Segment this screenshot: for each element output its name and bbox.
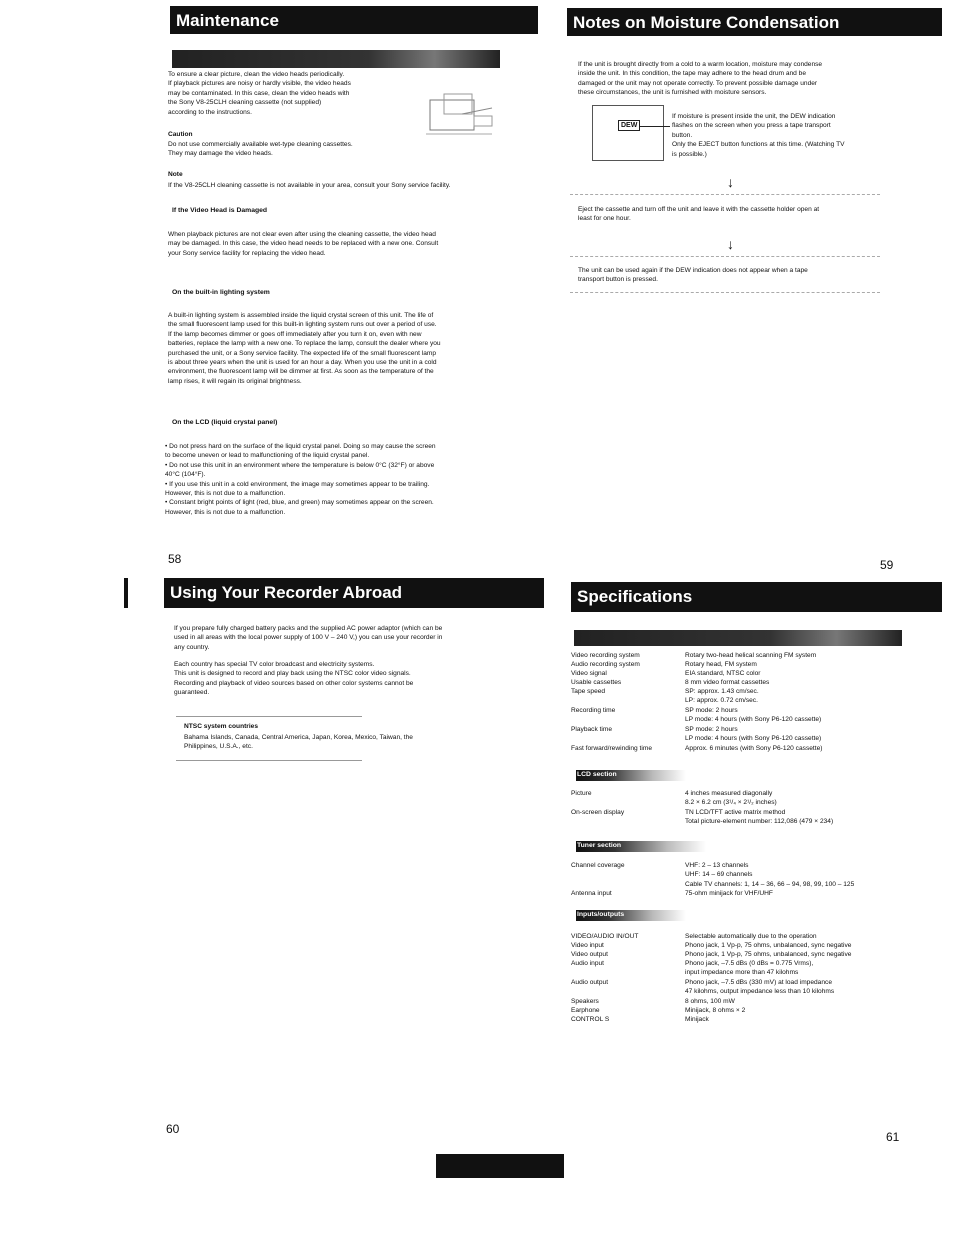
spec-label: CONTROL S bbox=[571, 1016, 610, 1023]
moisture-divider-1 bbox=[570, 194, 880, 195]
spec-value: Minijack bbox=[685, 1016, 709, 1023]
ntsc-bottom-rule bbox=[176, 760, 362, 761]
spec-value: SP mode: 2 hours LP mode: 4 hours (with Sony P6-120 cassette) bbox=[685, 707, 822, 724]
spec-value: 4 inches measured diagonally 8.2 × 6.2 cm (3¹/₄ × 2¹/₂ inches) bbox=[685, 790, 777, 807]
spec-value: 75-ohm minijack for VHF/UHF bbox=[685, 890, 773, 897]
video-head-damaged-heading: If the Video Head is Damaged bbox=[172, 207, 268, 214]
caution-heading: Caution bbox=[168, 131, 193, 138]
spec-label: Speakers bbox=[571, 998, 599, 1005]
spec-label: Video output bbox=[571, 951, 608, 958]
lighting-system-heading: On the built-in lighting system bbox=[172, 289, 270, 296]
lcd-text: • Do not press hard on the surface of the liquid crystal panel. Doing so may cause the screen to become uneven or lead to malfunctioning of the liquid crystal panel. • Do not use this unit in an environment where the temperature is below 0°C (32°F) or above 40°C (104°F). • If you use this unit in a cold environment, the image may sometimes appear to be trailing. However, this is not due to a malfunction. • Constant bright points of light (red, blue, and green) may sometimes appear on the screen. However, this is not due to a malfunction. bbox=[165, 443, 436, 516]
ntsc-top-rule bbox=[176, 716, 362, 717]
spec-value: Rotary two-head helical scanning FM system bbox=[685, 652, 817, 659]
page-number-60: 60 bbox=[166, 1122, 180, 1136]
spec-value: Rotary head, FM system bbox=[685, 661, 757, 668]
specifications-title: Specifications bbox=[571, 582, 942, 612]
spec-label: Picture bbox=[571, 790, 592, 797]
spec-label: Audio output bbox=[571, 979, 609, 986]
spec-value: SP mode: 2 hours LP mode: 4 hours (with Sony P6-120 cassette) bbox=[685, 726, 822, 743]
maintenance-subheader-bar bbox=[172, 50, 500, 68]
note-text: If the V8-25CLH cleaning cassette is not available in your area, consult your Sony service facility. bbox=[168, 182, 451, 189]
lcd-heading: On the LCD (liquid crystal panel) bbox=[172, 419, 278, 426]
down-arrow-icon: ↓ bbox=[727, 174, 734, 190]
dew-explanation: If moisture is present inside the unit, the DEW indication flashes on the screen when you press a tape transport button. Only the EJECT button functions at this time. (Watching TV is possible.) bbox=[672, 113, 845, 158]
note-heading: Note bbox=[168, 171, 183, 178]
spec-label: Video input bbox=[571, 942, 604, 949]
spec-label: Earphone bbox=[571, 1007, 600, 1014]
moisture-intro: If the unit is brought directly from a cold to a warm location, moisture may condense inside the unit. In this condition, the tape may adhere to the head drum and be damaged or the unit may not operate correctly. To prevent possible damage under these circumstances, the unit is furnished with moisture sensors. bbox=[578, 61, 823, 97]
moisture-title: Notes on Moisture Condensation bbox=[567, 8, 942, 36]
lighting-system-text: A built-in lighting system is assembled inside the liquid crystal screen of this unit. The life of the small fluorescent lamp used for this built-in lighting system runs out over a period of use. If the lamp becomes dimmer or goes off immediately after you turn it on, even with new batteries, replace the lamp with a new one. To replace the lamp, consult the dealer where you purchased the unit, or a Sony service facility. The expected life of the small fluorescent lamp is about three years when the unit is used for an hour a day. When you use the unit in a cold environment, the fluorescent lamp will be dimmer at first. As soon as the temperature of the lamp rises, it will regain its original brightness. bbox=[168, 312, 441, 385]
spec-value: Phono jack, –7.5 dBs (330 mV) at load impedance 47 kilohms, output impedance less than 10 kilohms bbox=[685, 979, 835, 996]
spec-label: Usable cassettes bbox=[571, 679, 622, 686]
cleaning-cassette-illustration bbox=[422, 86, 498, 142]
ntsc-countries: Bahama Islands, Canada, Central America, Japan, Korea, Mexico, Taiwan, the Philippines, U.S.A., etc. bbox=[184, 734, 413, 751]
maintenance-intro: To ensure a clear picture, clean the video heads periodically. If playback pictures are noisy or hardly visible, the video heads may be contaminated. In this case, clean the video heads with the Sony V8-25CLH cleaning cassette (not supplied) according to the instructions. bbox=[168, 71, 351, 116]
spec-label: Fast forward/rewinding time bbox=[571, 745, 652, 752]
spec-value: 8 ohms, 100 mW bbox=[685, 998, 735, 1005]
dew-diagram-box bbox=[592, 105, 664, 161]
spec-value: Approx. 6 minutes (with Sony P6-120 cassette) bbox=[685, 745, 823, 752]
moisture-step-2: Eject the cassette and turn off the unit and leave it with the cassette holder open at least for one hour. bbox=[578, 206, 820, 223]
spec-label: Video signal bbox=[571, 670, 607, 677]
spec-value: SP: approx. 1.43 cm/sec. LP: approx. 0.72 cm/sec. bbox=[685, 688, 759, 705]
video-head-damaged-text: When playback pictures are not clear even after using the cleaning cassette, the video head may be damaged. In this case, the video head needs to be replaced with a new one. Consult your Sony service facility for replacing the video head. bbox=[168, 231, 439, 257]
io-section-heading: Inputs/outputs bbox=[577, 911, 625, 918]
spec-value: VHF: 2 – 13 channels UHF: 14 – 69 channels Cable TV channels: 1, 14 – 36, 66 – 94, 98, 99, 100 – 125 bbox=[685, 862, 855, 888]
spec-label: VIDEO/AUDIO IN/OUT bbox=[571, 933, 639, 940]
dew-indicator: DEW bbox=[618, 120, 640, 131]
ntsc-heading: NTSC system countries bbox=[184, 723, 259, 730]
maintenance-title: Maintenance bbox=[170, 6, 538, 34]
spec-label: Tape speed bbox=[571, 688, 606, 695]
down-arrow-icon: ↓ bbox=[727, 236, 734, 252]
abroad-title: Using Your Recorder Abroad bbox=[164, 578, 544, 608]
abroad-left-marker bbox=[124, 578, 128, 608]
moisture-divider-3 bbox=[570, 292, 880, 293]
specs-tuner-table bbox=[571, 861, 911, 901]
spec-label: Playback time bbox=[571, 726, 613, 733]
specs-lcd-table bbox=[571, 789, 911, 829]
lcd-section-heading: LCD section bbox=[577, 771, 617, 778]
specifications-subheader-bar bbox=[574, 630, 902, 646]
abroad-paragraph-1: If you prepare fully charged battery packs and the supplied AC power adaptor (which can be used in all areas with the local power supply of 100 V – 240 V,) you can use your recorder in any country. bbox=[174, 625, 443, 651]
spec-value: Minijack, 8 ohms × 2 bbox=[685, 1007, 746, 1014]
specs-main-table bbox=[571, 651, 911, 761]
spec-value: 8 mm video format cassettes bbox=[685, 679, 770, 686]
spec-value: TN LCD/TFT active matrix method Total picture-element number: 112,086 (479 × 234) bbox=[685, 809, 834, 826]
tuner-section-heading: Tuner section bbox=[577, 842, 622, 849]
scan-artifact-bar bbox=[436, 1154, 564, 1178]
moisture-divider-2 bbox=[570, 256, 880, 257]
spec-label: Video recording system bbox=[571, 652, 640, 659]
page-number-61: 61 bbox=[886, 1130, 900, 1144]
spec-value: Phono jack, –7.5 dBs (0 dBs = 0.775 Vrms), input impedance more than 47 kilohms bbox=[685, 960, 814, 977]
caution-text: Do not use commercially available wet-type cleaning cassettes. They may damage the video heads. bbox=[168, 141, 353, 158]
spec-label: Recording time bbox=[571, 707, 616, 714]
spec-label: On-screen display bbox=[571, 809, 625, 816]
dew-pointer-line bbox=[640, 126, 670, 127]
abroad-paragraph-2: Each country has special TV color broadcast and electricity systems. This unit is designed to record and play back using the NTSC color video signals. Recording and playback of video sources based on other color systems cannot be guaranteed. bbox=[174, 661, 414, 697]
specs-io-table bbox=[571, 932, 911, 1032]
spec-value: EIA standard, NTSC color bbox=[685, 670, 761, 677]
moisture-step-3: The unit can be used again if the DEW indication does not appear when a tape transport button is pressed. bbox=[578, 267, 808, 284]
spec-label: Audio input bbox=[571, 960, 604, 967]
spec-label: Channel coverage bbox=[571, 862, 625, 869]
spec-value: Phono jack, 1 Vp-p, 75 ohms, unbalanced, sync negative bbox=[685, 942, 852, 949]
page-number-59: 59 bbox=[880, 558, 894, 572]
spec-label: Antenna input bbox=[571, 890, 612, 897]
page-number-58: 58 bbox=[168, 552, 182, 566]
spec-label: Audio recording system bbox=[571, 661, 640, 668]
spec-value: Selectable automatically due to the operation bbox=[685, 933, 817, 940]
spec-value: Phono jack, 1 Vp-p, 75 ohms, unbalanced, sync negative bbox=[685, 951, 852, 958]
